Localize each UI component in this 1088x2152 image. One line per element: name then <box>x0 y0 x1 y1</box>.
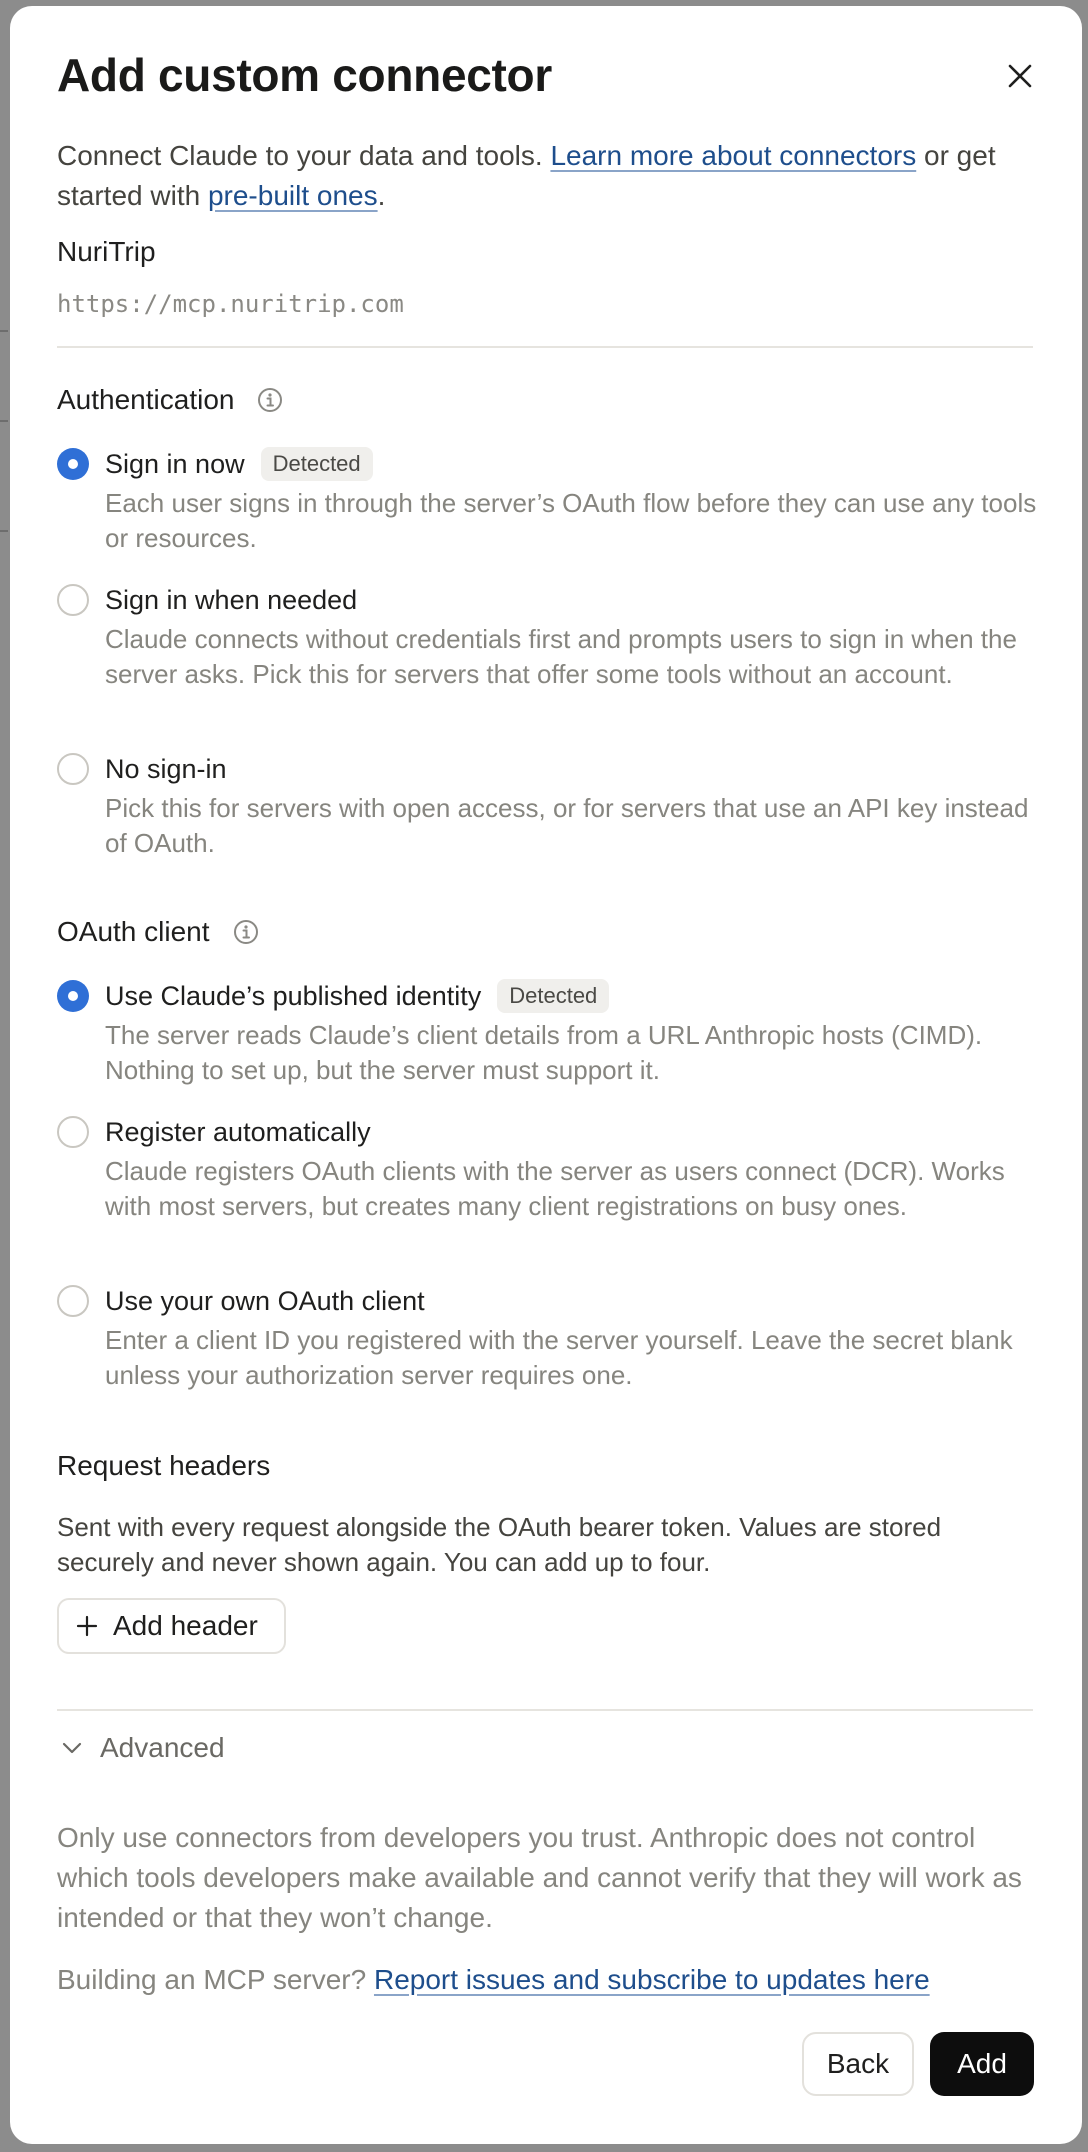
oauth-client-title-text: OAuth client <box>57 916 210 947</box>
request-headers-title <box>57 1450 270 1482</box>
option-label: Register automatically <box>105 1116 371 1147</box>
option-description: Claude registers OAuth clients with the server as users connect (DCR). Works with most servers, but creates many client registrations on busy ones. <box>105 1156 1005 1221</box>
option-description: Claude connects without credentials first and prompts users to sign in when the server asks. Pick this for servers that offer some tools without an account. <box>105 624 1017 689</box>
plus-icon <box>75 1614 99 1638</box>
intro-text: Connect Claude to your data and tools. <box>57 140 551 171</box>
option-label: Sign in now <box>105 448 245 479</box>
option-label: Use Claude’s published identity <box>105 980 482 1011</box>
dialog-intro <box>57 136 1037 216</box>
building-text: Building an MCP server? <box>57 1964 374 1995</box>
server-url: https://mcp.nuritrip.com <box>57 290 1033 348</box>
request-headers-title-text: Request headers <box>57 1450 271 1481</box>
close-button[interactable] <box>1000 56 1040 96</box>
backdrop-mark <box>0 530 8 532</box>
radio-unchecked[interactable] <box>57 1285 89 1317</box>
prebuilt-link[interactable]: pre-built ones <box>207 180 378 211</box>
add-connector-dialog <box>10 6 1082 2144</box>
advanced-label: Advanced <box>100 1732 225 1763</box>
close-icon <box>1007 63 1033 89</box>
learn-more-link[interactable]: Learn more about connectors <box>550 140 917 171</box>
option-description: Enter a client ID you registered with the server yourself. Leave the secret blank unless your authorization server requires one. <box>105 1325 1013 1390</box>
oauth-client-title <box>57 916 260 948</box>
intro-text: . <box>377 180 386 211</box>
radio-unchecked[interactable] <box>57 584 89 616</box>
option-label: Sign in when needed <box>105 584 358 615</box>
divider <box>57 1709 1033 1711</box>
report-issues-link[interactable]: Report issues and subscribe to updates here <box>373 1964 930 1995</box>
trust-disclaimer: Only use connectors from developers you trust. Anthropic does not control which tools developers make available and cannot verify that they will work as intended or that they won’t change. <box>57 1822 1022 1933</box>
radio-unchecked[interactable] <box>57 1116 89 1148</box>
dialog-title: Add custom connector <box>57 49 552 101</box>
option-label: No sign-in <box>105 753 227 784</box>
request-headers-description: Sent with every request alongside the OAuth bearer token. Values are stored securely and never shown again. You can add up to four. <box>57 1512 942 1577</box>
info-icon[interactable] <box>232 918 260 946</box>
oauth-option-register-automatically[interactable] <box>57 1112 1037 1224</box>
detected-badge: Detected <box>261 447 373 481</box>
add-header-button[interactable] <box>57 1598 286 1654</box>
auth-option-sign-in-when-needed[interactable] <box>57 580 1037 692</box>
backdrop-mark <box>0 330 8 332</box>
advanced-toggle[interactable] <box>60 1732 225 1764</box>
authentication-title-text: Authentication <box>57 384 235 415</box>
info-icon[interactable] <box>256 386 284 414</box>
auth-option-sign-in-now[interactable] <box>57 444 1037 556</box>
backdrop-mark <box>0 420 8 422</box>
radio-unchecked[interactable] <box>57 753 89 785</box>
option-description: The server reads Claude’s client details from a URL Anthropic hosts (CIMD). Nothing to set up, but the server must support it. <box>105 1020 983 1085</box>
option-description: Each user signs in through the server’s OAuth flow before they can use any tools or resources. <box>105 488 1037 553</box>
oauth-option-published-identity[interactable] <box>57 976 1037 1088</box>
option-description: Pick this for servers with open access, or for servers that use an API key instead of OAuth. <box>105 793 1029 858</box>
chevron-down-icon <box>60 1736 84 1760</box>
back-button[interactable]: Back <box>802 2032 914 2096</box>
auth-option-no-sign-in[interactable] <box>57 749 1037 861</box>
intro-text: or get started with <box>57 140 996 211</box>
detected-badge: Detected <box>497 979 609 1013</box>
add-button[interactable]: Add <box>930 2032 1034 2096</box>
building-mcp-note <box>57 1964 1047 1996</box>
server-name: NuriTrip <box>57 236 156 267</box>
add-header-label: Add header <box>113 1610 258 1641</box>
radio-checked[interactable] <box>57 448 89 480</box>
oauth-option-own-client[interactable] <box>57 1281 1037 1393</box>
radio-checked[interactable] <box>57 980 89 1012</box>
authentication-title <box>57 384 284 416</box>
option-label: Use your own OAuth client <box>105 1285 425 1316</box>
